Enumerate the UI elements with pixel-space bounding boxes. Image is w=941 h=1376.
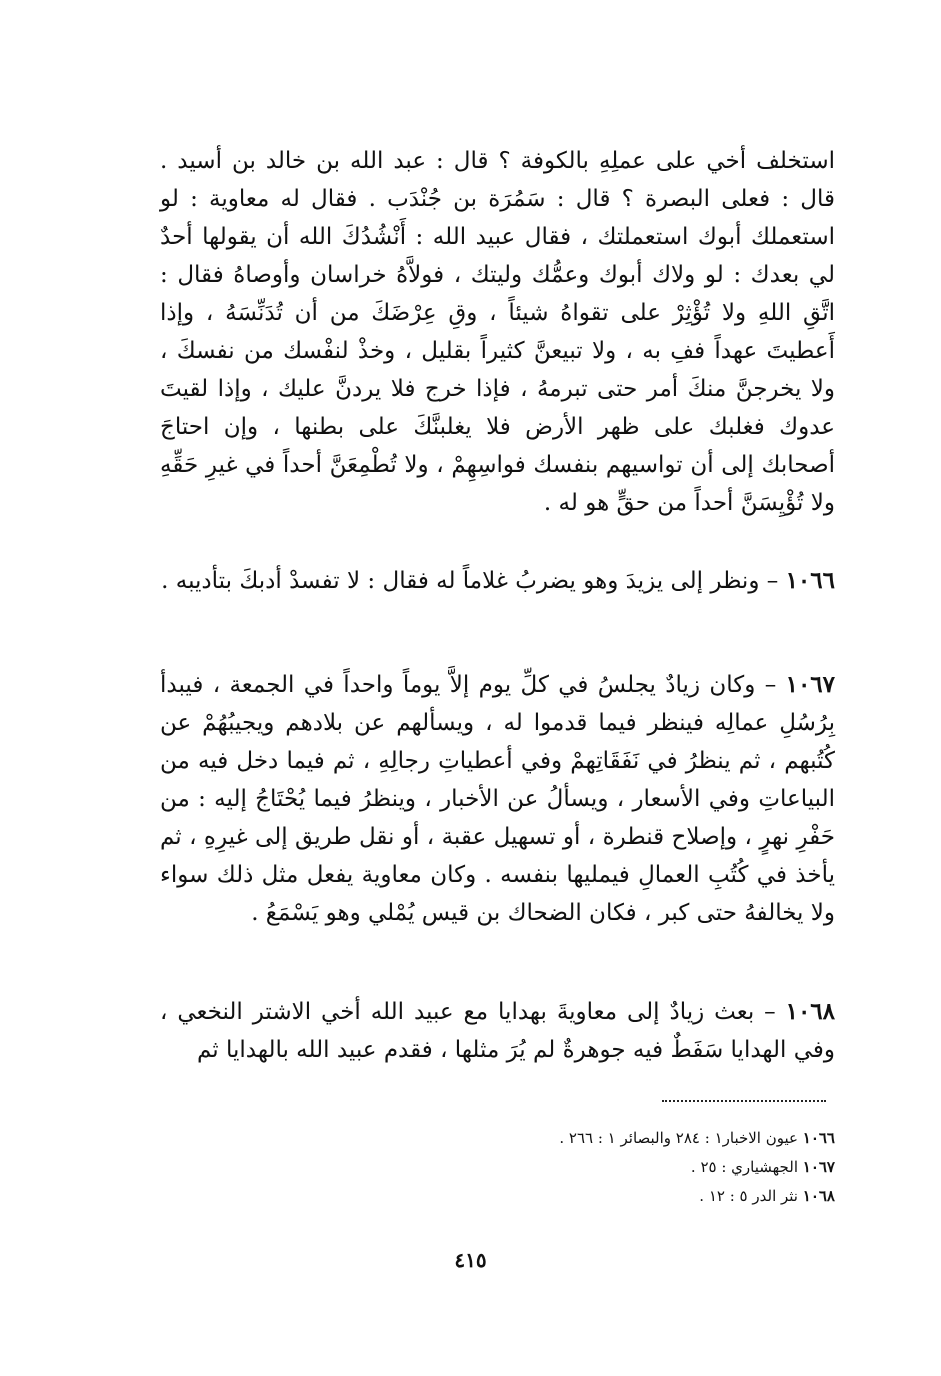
footnote-number: ١٠٦٧ bbox=[802, 1158, 835, 1176]
entry-dash: – bbox=[764, 672, 777, 698]
footnote-text: عيون الاخبار١ : ٢٨٤ والبصائر ١ : ٢٦٦ . bbox=[559, 1129, 798, 1147]
footnote-number: ١٠٦٨ bbox=[802, 1187, 835, 1205]
paragraph-text: وكان زيادٌ يجلسُ في كلِّ يوم إلاَّ يوماً واحداً في الجمعة ، فيبدأ بِرُسُلِ عمالِه فينظر فيما قدموا له ، ويسألهم عن بلادهم ويجيبُهُمْ عن كُتُبهم ، ثم ينظرُ في نَفَقَاتِهمْ وفي أعطياتِ رجالِهِ ، ثم فيما دخل فيه من البياعاتِ وفي الأسعار ، ويسألُ عن الأخبار ، وينظرُ فيما يُحْتَاجُ إليه : من حَفْرِ نهرٍ ، وإصلاح قنطرة ، أو تسهيل عقبة ، أو نقل طريق إلى غيرِهِ ، ثم يأخذ في كُتُبِ العمالِ فيمليها بنفسه . وكان معاوية يفعل مثل ذلك سواء ولا يخالفهُ حتى كبر ، فكان الضحاك بن قيس يُمْلي وهو يَسْمَعُ . bbox=[160, 672, 835, 926]
footnote-separator bbox=[662, 1100, 826, 1102]
entry-number: ١٠٦٨ bbox=[785, 998, 836, 1025]
footnote-item bbox=[160, 1182, 835, 1211]
footnote-item bbox=[160, 1153, 835, 1182]
paragraph-text: ونظر إلى يزيدَ وهو يضربُ غلاماً له فقال : لا تفسدْ أدبكَ بتأديبه . bbox=[161, 568, 760, 594]
paragraph-text: بعث زيادٌ إلى معاويةَ بهدايا مع عبيد الله أخي الاشتر النخعي ، وفي الهدايا سَفَطٌ فيه جوهرةٌ لم يُرَ مثلها ، فقدم عبيد الله بالهدايا ثم bbox=[160, 999, 835, 1063]
paragraph-1066 bbox=[160, 562, 835, 600]
entry-number: ١٠٦٦ bbox=[785, 567, 835, 594]
entry-dash: – bbox=[764, 999, 776, 1025]
footnotes bbox=[160, 1124, 835, 1211]
footnote-text: الجهشياري : ٢٥ . bbox=[690, 1158, 798, 1176]
paragraph-1067 bbox=[160, 666, 835, 932]
paragraph-text: استخلف أخي على عملِهِ بالكوفة ؟ قال : عبد الله بن خالد بن أسيد . قال : فعلى البصرة ؟ قال : سَمُرَة بن جُنْدَب . فقال له معاوية : لو استعملك أبوك استعملتك ، فقال عبيد الله : أَنْشُدُكَ الله أن يقولها أحدٌ لي بعدك : لو ولاك أبوك وعمُّك وليتك ، فولاَّهُ خراسان وأوصاهُ فقال : اتَّقِ اللهِ ولا تُؤْثِرْ على تقواهُ شيئاً ، وقِ عِرْضَكَ من أن تُدَنِّسَهُ ، وإذا أَعطيتَ عهداً ففِ به ، ولا تبيعنَّ كثيراً بقليل ، وخذْ لنفْسك من نفسكَ ، ولا يخرجنَّ منكَ أمر حتى تبرمهُ ، فإذا خرج فلا يردنَّ عليك ، وإذا لقيتَ عدوك فغلبك على ظهر الأرض فلا يغلبنَّكَ على بطنها ، وإن احتاجَ أصحابك إلى أن تواسيهم بنفسك فواسِهِمْ ، ولا تُطْمِعَنَّ أحداً في غيرِ حَقِّهِ ولا تُؤْيِسَنَّ أحداً من حقٍّ هو له . bbox=[160, 148, 835, 516]
page-number: ٤١٥ bbox=[454, 1248, 487, 1272]
footnote-text: نثر الدر ٥ : ١٢ . bbox=[699, 1187, 798, 1205]
footnote-item bbox=[160, 1124, 835, 1153]
paragraph-continuation bbox=[160, 142, 835, 522]
entry-dash: – bbox=[766, 568, 779, 594]
footnote-number: ١٠٦٦ bbox=[802, 1129, 835, 1147]
entry-number: ١٠٦٧ bbox=[785, 671, 836, 698]
paragraph-1068 bbox=[160, 993, 835, 1069]
